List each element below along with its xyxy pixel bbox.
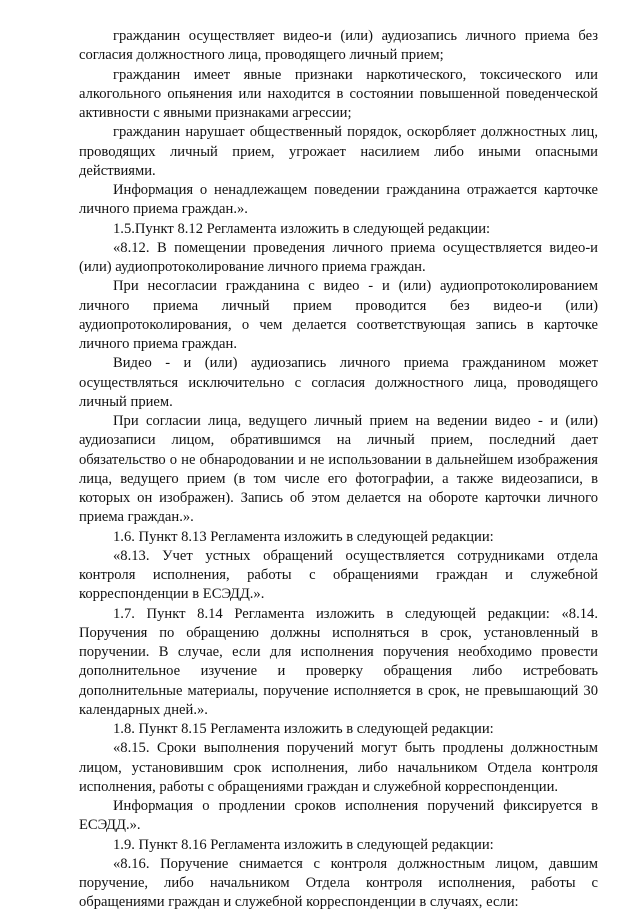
paragraph-8: Видео - и (или) аудиозапись личного приема гражданином может осуществляться исключительно с согласия должностного лица, проводящего личный прием. [79, 355, 598, 410]
paragraph-3: гражданин нарушает общественный порядок, оскорбляет должностных лиц, проводящих личный прием, угрожает насилием либо иными опасными действиями. [79, 124, 598, 179]
paragraph-15: Информация о продлении сроков исполнения поручений фиксируется в ЕСЭДД.». [79, 798, 598, 834]
paragraph-2: гражданин имеет явные признаки наркотического, токсического или алкогольного опьянения или находится в состоянии повышенной поведенческой активности с явными признаками агрессии; [79, 66, 598, 121]
paragraph-6: «8.12. В помещении проведения личного приема осуществляется видео-и (или) аудиопротоколирование личного приема граждан. [79, 239, 598, 275]
paragraph-12: 1.7. Пункт 8.14 Регламента изложить в следующей редакции: «8.14. Поручения по обращению должны исполняться в срок, установленный в поручении. В случае, если для исполнения поручения необходимо провести дополнительное изучение и проверку обращения либо истребовать дополнительные материалы, поручение исполняется в срок, не превышающий 30 календарных дней.». [79, 605, 598, 718]
paragraph-9: При согласии лица, ведущего личный прием на ведении видео - и (или) аудиозаписи лицом, обратившимся на личный прием, последний дает обязательство о не обнародовании и не использовании в дальнейшем изображения лица, ведущего прием (в том числе его фотографии, а также видеозаписи, в которых он изображен). Запись об этом делается на обороте карточки личного приема граждан.». [79, 413, 598, 526]
paragraph-11: «8.13. Учет устных обращений осуществляется сотрудниками отдела контроля исполнения, работы с обращениями граждан и служебной корреспонденции в ЕСЭДД.». [79, 547, 598, 603]
paragraph-13: 1.8. Пункт 8.15 Регламента изложить в следующей редакции: [113, 721, 494, 737]
paragraph-1: гражданин осуществляет видео-и (или) аудиозапись личного приема без согласия должностного лица, проводящего личный прием; [79, 28, 598, 64]
paragraph-14: «8.15. Сроки выполнения поручений могут быть продлены должностным лицом, установившим срок исполнения, либо начальником Отдела контроля исполнения, работы с обращениями граждан и служебной корреспонденции. [79, 740, 598, 795]
document-body [79, 27, 598, 913]
paragraph-10: 1.6. Пункт 8.13 Регламента изложить в следующей редакции: [113, 528, 494, 545]
paragraph-5: 1.5.Пункт 8.12 Регламента изложить в следующей редакции: [113, 220, 491, 237]
paragraph-16: 1.9. Пункт 8.16 Регламента изложить в следующей редакции: [113, 836, 494, 853]
paragraph-4: Информация о ненадлежащем поведении гражданина отражается карточке личного приема граждан.». [79, 182, 598, 218]
paragraph-7: При несогласии гражданина с видео - и (или) аудиопротоколированием личного приема личный прием проводится без видео-и (или) аудиопротоколирования, о чем делается соответствующая запись в карточке личного приема граждан. [79, 278, 598, 352]
paragraph-17: «8.16. Поручение снимается с контроля должностным лицом, давшим поручение, либо начальником Отдела контроля исполнения, работы с обращениями граждан и служебной корреспонденции в случаях, если: [79, 855, 598, 911]
